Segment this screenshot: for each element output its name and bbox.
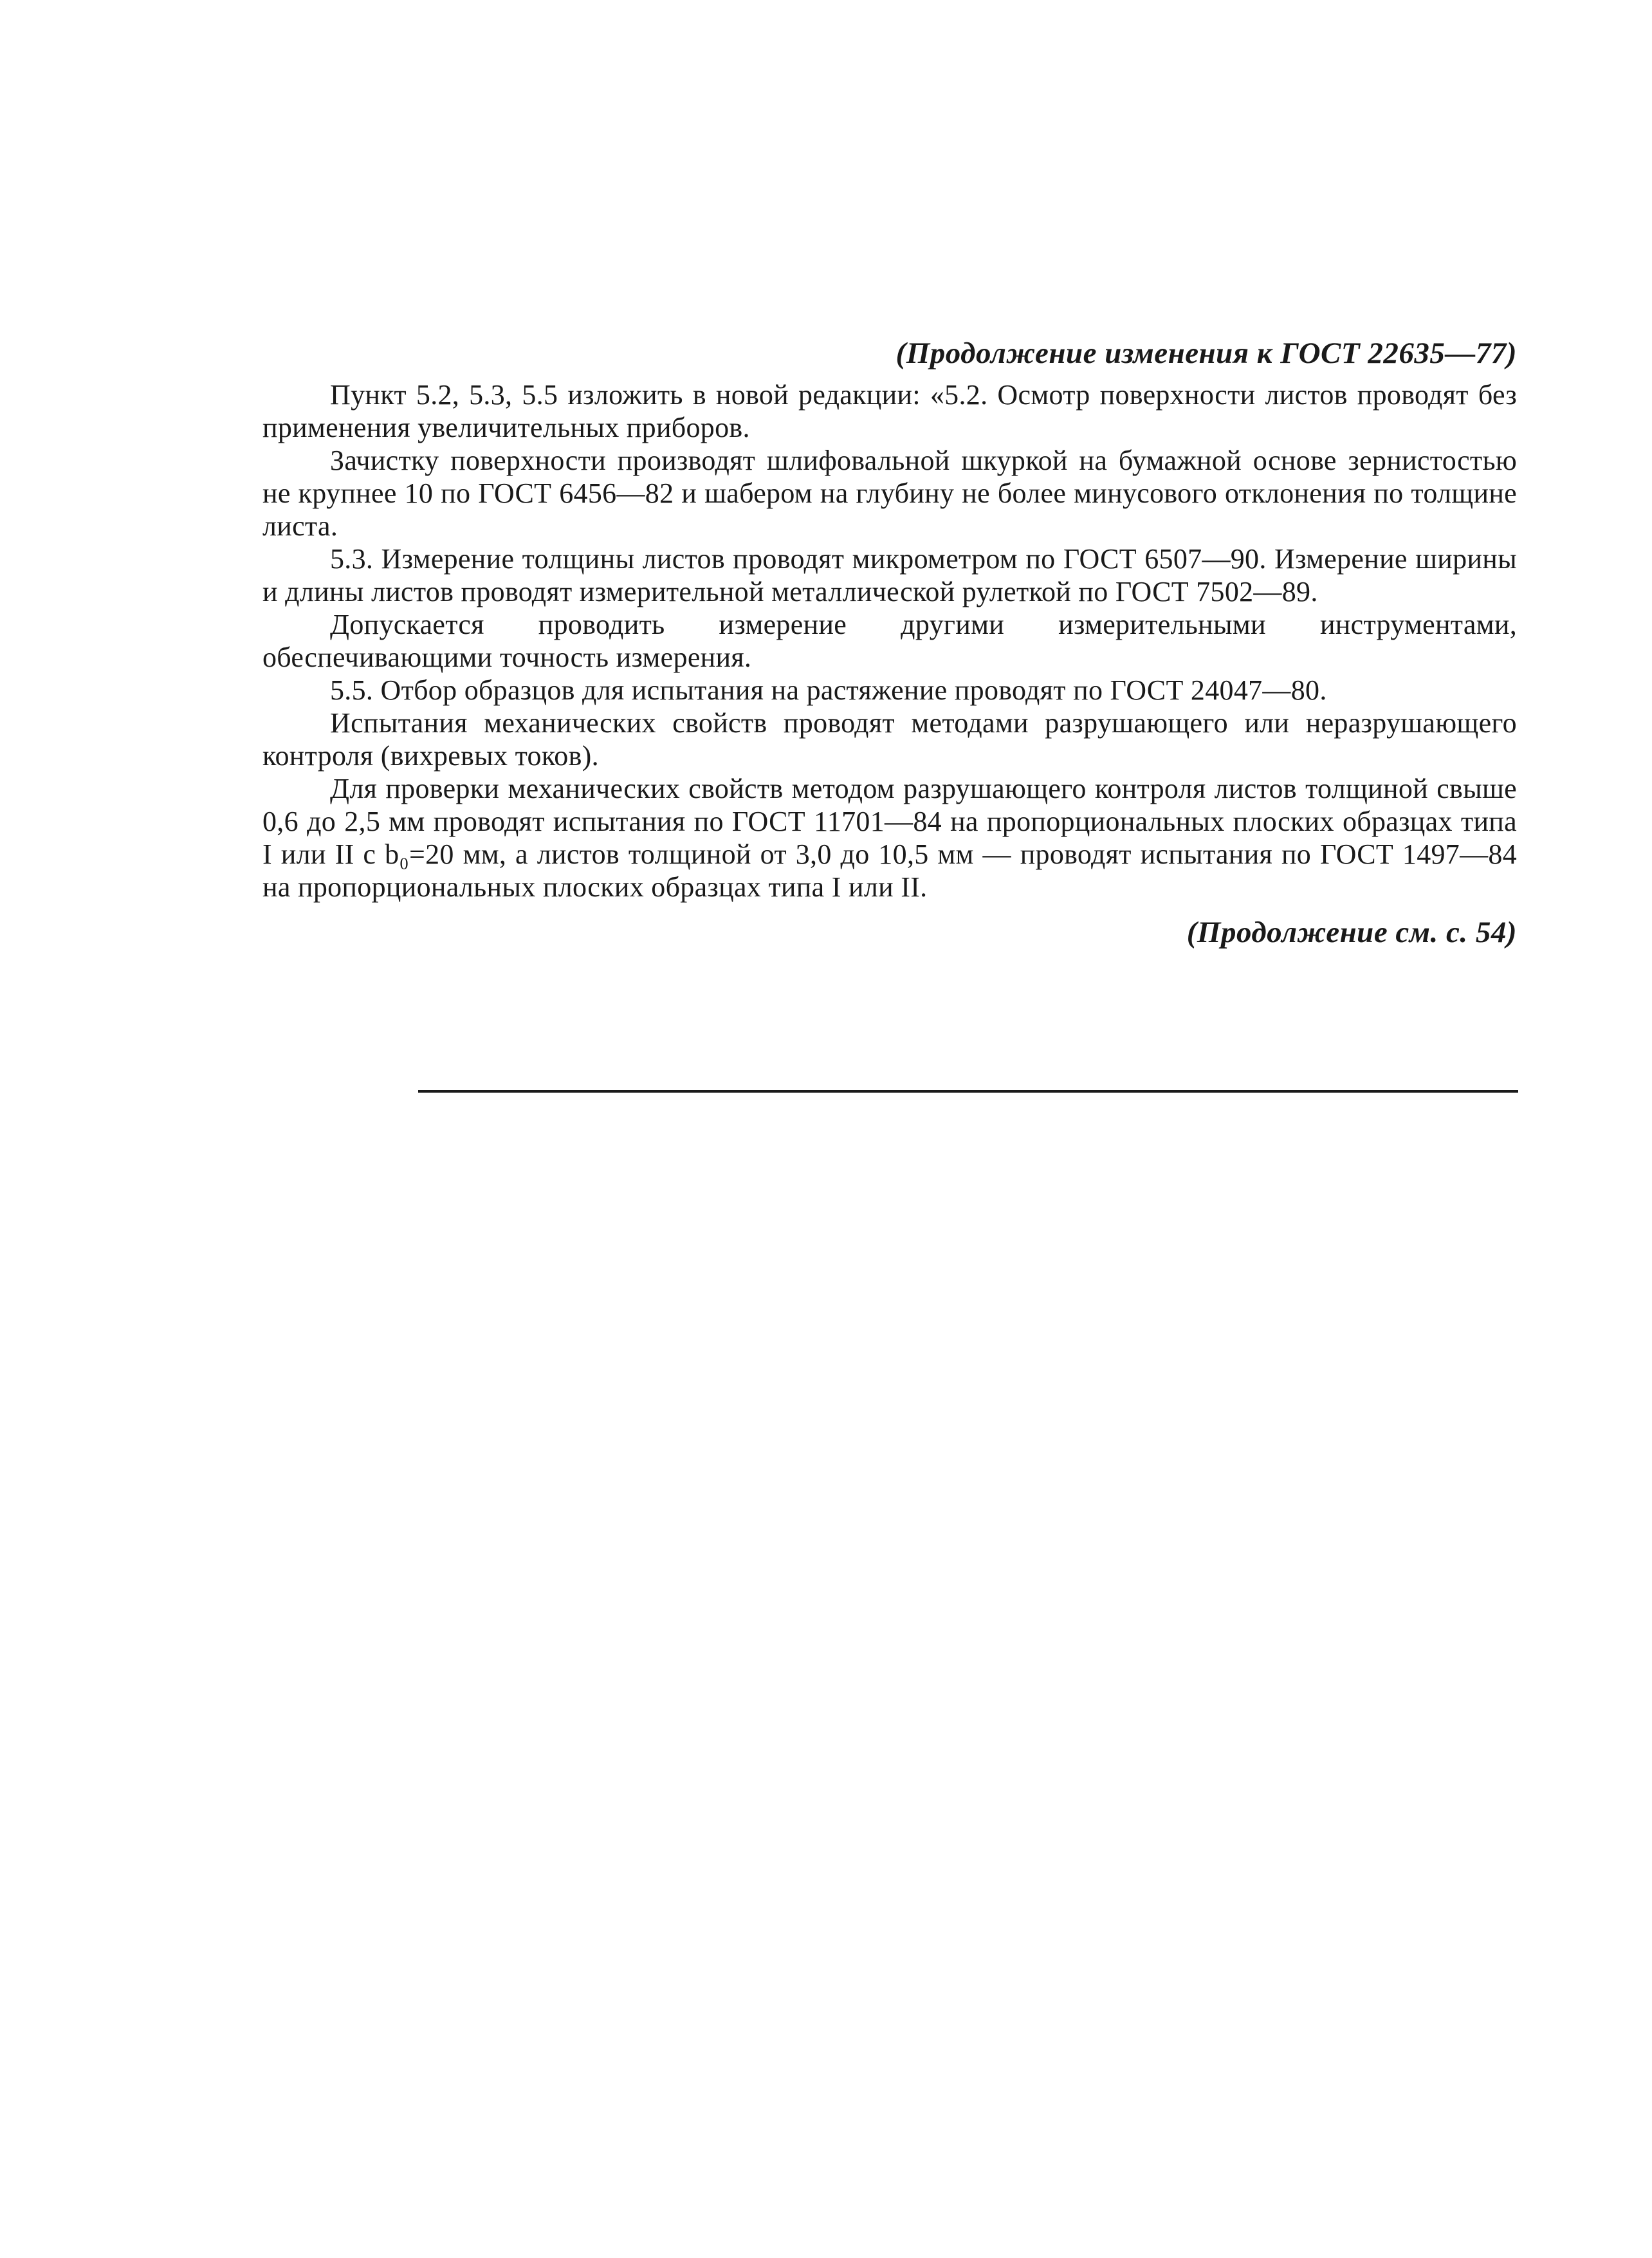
- page-divider-rule: [418, 1090, 1518, 1093]
- paragraph-5-3: 5.3. Измерение толщины листов проводят микрометром по ГОСТ 6507—90. Измерение ширины и длины листов проводят измерительной металлической рулеткой по ГОСТ 7502—89.: [262, 543, 1517, 607]
- paragraph-cleaning: Зачистку поверхности производят шлифовальной шкуркой на бумажной основе зернистостью не крупнее 10 по ГОСТ 6456—82 и шабером на глубину не более минусового отклонения по толщине листа.: [262, 445, 1517, 542]
- continuation-header: (Продолжение изменения к ГОСТ 22635—77): [895, 337, 1517, 370]
- paragraph-intro-5-2: Пункт 5.2, 5.3, 5.5 изложить в новой редакции: «5.2. Осмотр поверхности листов проводят без применения увеличительных приборов.: [262, 379, 1517, 443]
- continuation-footer: (Продолжение см. с. 54): [1186, 916, 1517, 949]
- paragraph-destructive-testing: Для проверки механических свойств методом разрушающего контроля листов толщиной свыше 0,6 до 2,5 мм проводят испытания по ГОСТ 11701—84 на пропорциональных плоских образцах типа I или II с b₀=20 мм, а листов толщиной от 3,0 до 10,5 мм — проводят испытания по ГОСТ 1497—84 на пропорциональных плоских образцах типа I или II.: [262, 773, 1517, 903]
- document-body: [262, 333, 1517, 952]
- paragraph-5-5: 5.5. Отбор образцов для испытания на растяжение проводят по ГОСТ 24047—80.: [330, 674, 1327, 706]
- paragraph-other-instruments: Допускается проводить измерение другими измерительными инструментами, обеспечивающими точность измерения.: [262, 609, 1517, 673]
- paragraph-test-methods: Испытания механических свойств проводят методами разрушающего или неразрушающего контроля (вихревых токов).: [262, 707, 1517, 772]
